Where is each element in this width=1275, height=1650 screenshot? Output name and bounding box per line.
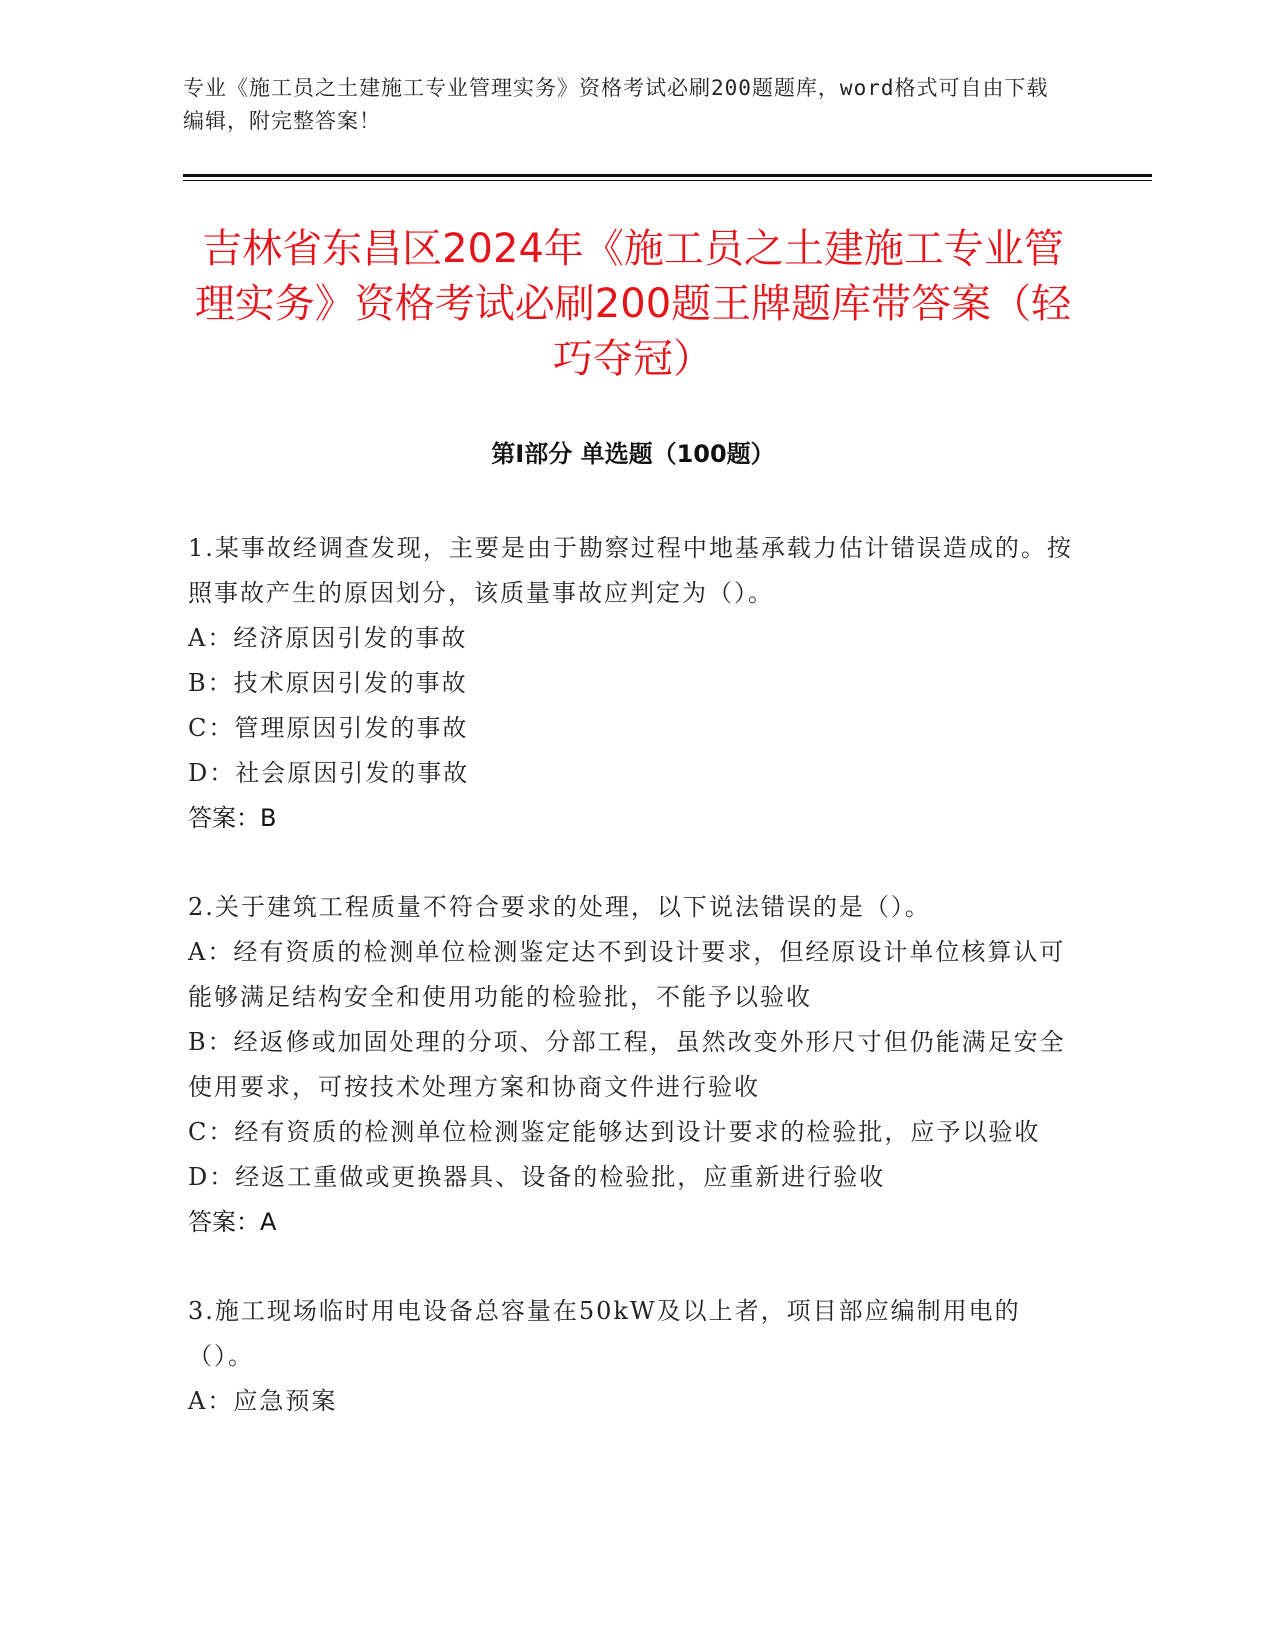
option-b: B：经返修或加固处理的分项、分部工程，虽然改变外形尺寸但仍能满足安全使用要求，可按技术处理方案和协商文件进行验收 <box>188 1028 1066 1101</box>
option-a: A：经济原因引发的事故 <box>188 624 468 652</box>
answer-line: 答案：A <box>188 1208 277 1236</box>
question-stem: 3.施工现场临时用电设备总容量在50kW及以上者，项目部应编制用电的（）。 <box>188 1297 1021 1370</box>
option-c: C：管理原因引发的事故 <box>188 714 469 742</box>
document-title: 吉林省东昌区2024年《施工员之土建施工专业管理实务》资格考试必刷200题王牌题库带答案（轻巧夺冠） <box>194 226 1072 382</box>
option-b: B：技术原因引发的事故 <box>188 669 468 697</box>
question-3 <box>188 1289 1078 1424</box>
question-2 <box>188 885 1078 1245</box>
header-divider-thick <box>183 174 1152 177</box>
header-note: 专业《施工员之土建施工专业管理实务》资格考试必刷200题题库，word格式可自由下载编辑，附完整答案！ <box>183 76 1049 133</box>
question-stem: 2.关于建筑工程质量不符合要求的处理，以下说法错误的是（）。 <box>188 893 931 921</box>
option-a: A：经有资质的检测单位检测鉴定达不到设计要求，但经原设计单位核算认可能够满足结构安全和使用功能的检验批，不能予以验收 <box>188 938 1066 1011</box>
option-a: A：应急预案 <box>188 1387 338 1415</box>
section-heading: 第Ⅰ部分 单选题（100题） <box>491 440 775 468</box>
header-divider-thin <box>183 180 1152 181</box>
question-stem: 1.某事故经调查发现，主要是由于勘察过程中地基承载力估计错误造成的。按照事故产生的原因划分，该质量事故应判定为（）。 <box>188 534 1073 607</box>
option-c: C：经有资质的检测单位检测鉴定能够达到设计要求的检验批，应予以验收 <box>188 1118 1041 1146</box>
question-1 <box>188 526 1078 841</box>
option-d: D：社会原因引发的事故 <box>188 759 470 787</box>
option-d: D：经返工重做或更换器具、设备的检验批，应重新进行验收 <box>188 1163 886 1191</box>
question-list <box>188 526 1078 1468</box>
answer-line: 答案：B <box>188 804 277 832</box>
